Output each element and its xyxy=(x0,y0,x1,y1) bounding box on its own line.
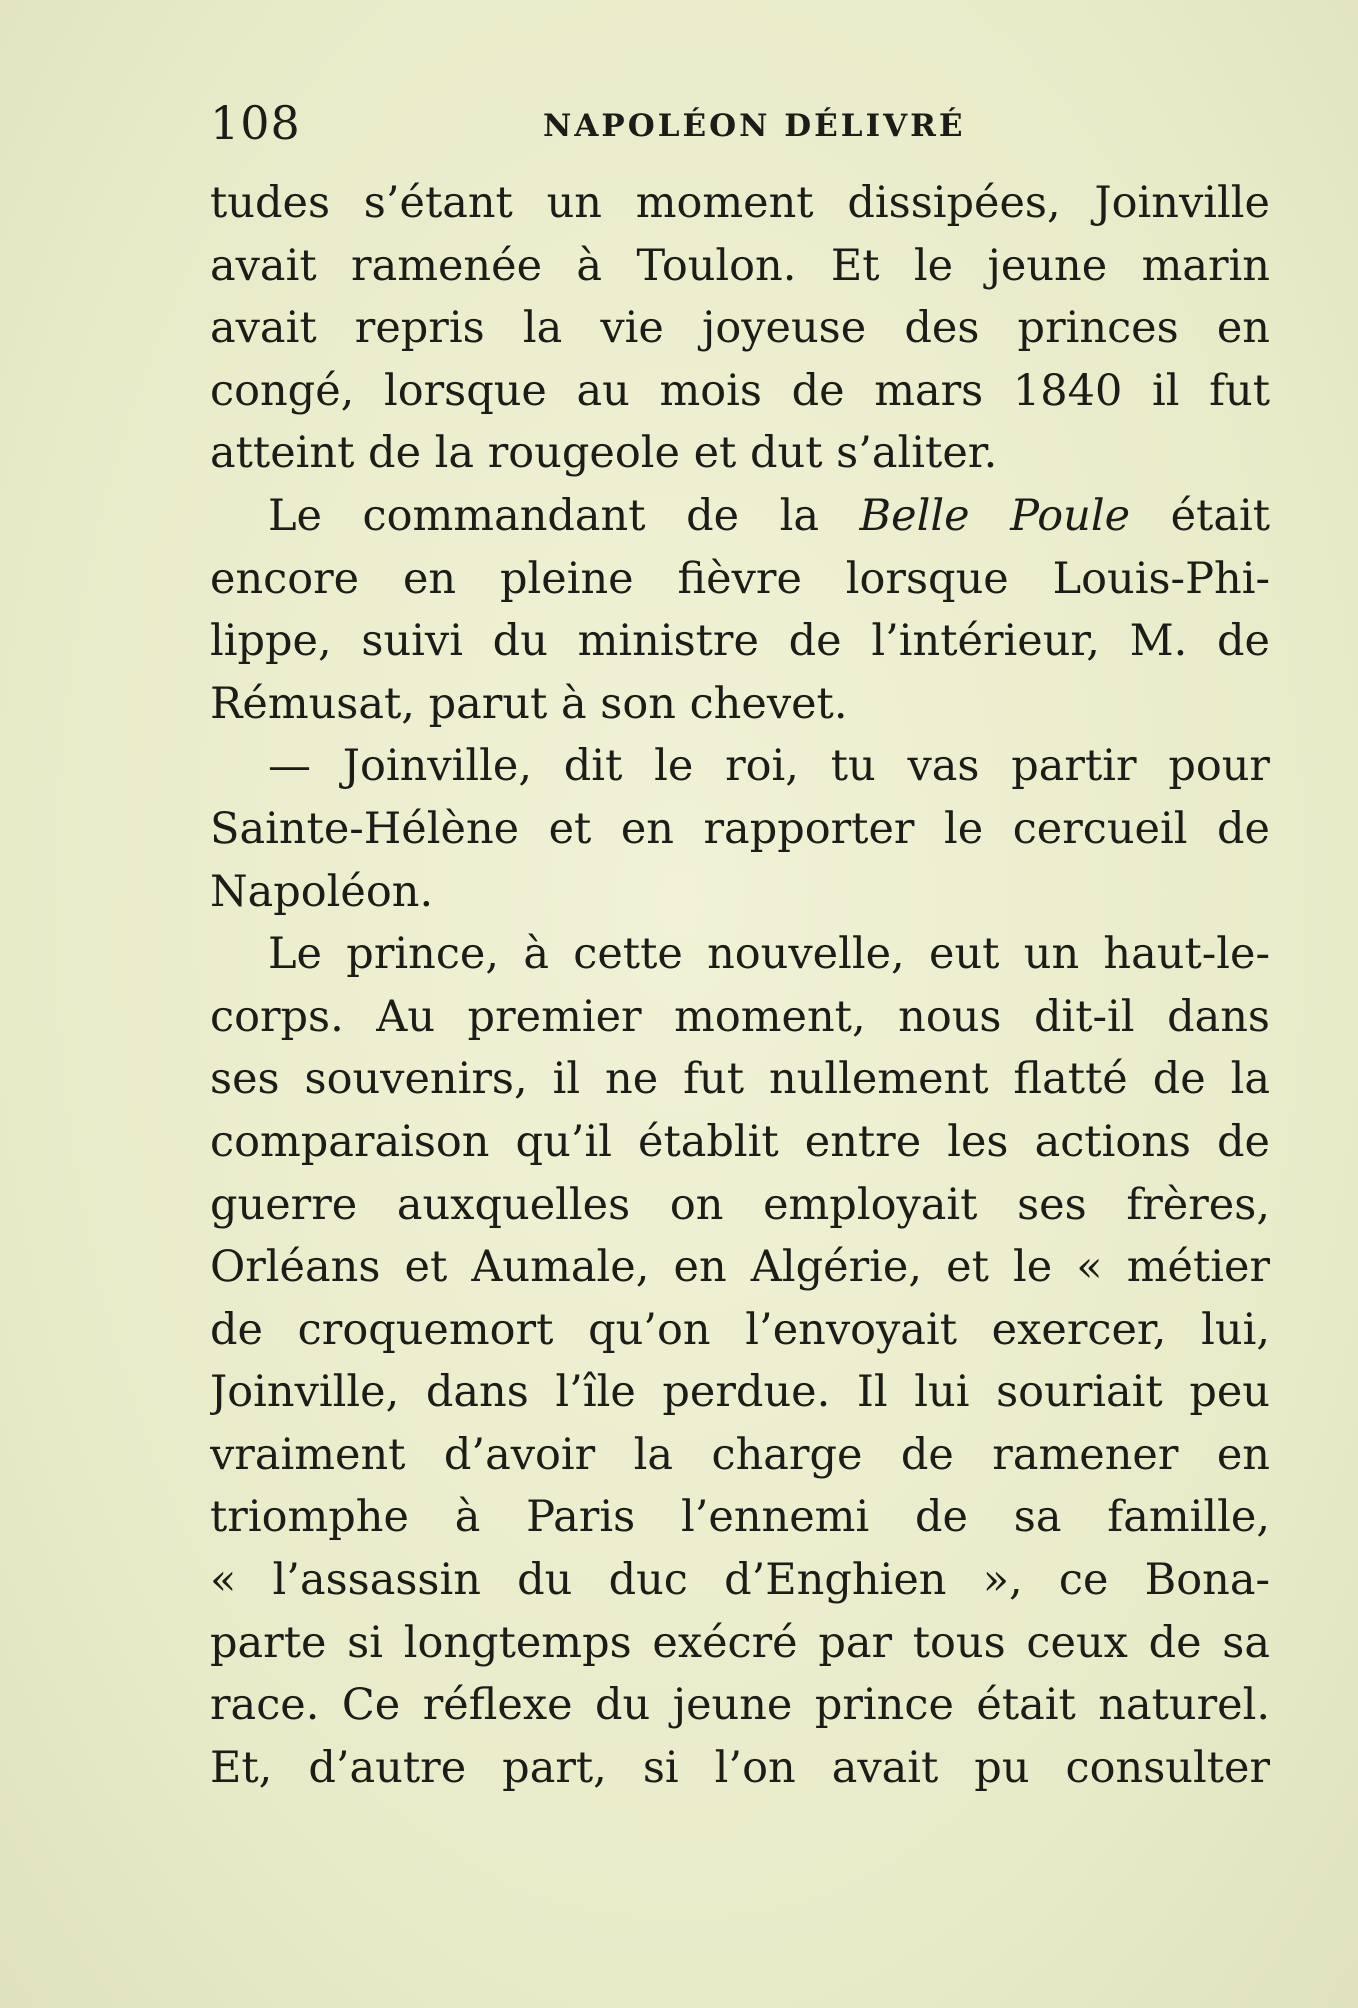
text-line: « l’assassin du duc d’Enghien », ce Bona- xyxy=(210,1555,1270,1606)
page-header xyxy=(210,96,1270,156)
text-line: Et, d’autre part, si l’on avait pu consulter xyxy=(210,1742,1270,1793)
text-line xyxy=(210,485,1270,548)
text-line: race. Ce réflexe du jeune prince était naturel. xyxy=(210,1680,1270,1731)
text-line: parte si longtemps exécré par tous ceux de sa xyxy=(210,1617,1270,1668)
text-line: Sainte-Hélène et en rapporter le cercueil de xyxy=(210,803,1270,854)
text-line: encore en pleine fièvre lorsque Louis-Phi- xyxy=(210,553,1270,604)
text-line: — Joinville, dit le roi, tu vas partir pour xyxy=(268,741,1270,792)
text-segment: était xyxy=(1130,490,1270,541)
text-line: Le prince, à cette nouvelle, eut un haut-le- xyxy=(268,929,1270,980)
text-line: avait ramenée à Toulon. Et le jeune marin xyxy=(210,240,1270,291)
text-line: lippe, suivi du ministre de l’intérieur, M. de xyxy=(210,616,1270,667)
text-line: vraiment d’avoir la charge de ramener en xyxy=(210,1429,1270,1480)
text-line: triomphe à Paris l’ennemi de sa famille, xyxy=(210,1492,1270,1543)
text-line: Orléans et Aumale, en Algérie, et le « métier xyxy=(210,1242,1270,1293)
text-line: corps. Au premier moment, nous dit-il dans xyxy=(210,991,1270,1042)
text-line: tudes s’étant un moment dissipées, Joinville xyxy=(210,178,1270,228)
text-line: Joinville, dans l’île perdue. Il lui souriait peu xyxy=(210,1367,1270,1418)
text-line: ses souvenirs, il ne fut nullement flatté de la xyxy=(210,1054,1270,1105)
text-line: de croquemort qu’on l’envoyait exercer, lui, xyxy=(210,1304,1270,1355)
text-line: Napoléon. xyxy=(210,866,434,917)
text-line: atteint de la rougeole et dut s’aliter. xyxy=(210,428,998,479)
page-number: 108 xyxy=(210,96,301,150)
text-line: Rémusat, parut à son chevet. xyxy=(210,678,848,729)
text-line: guerre auxquelles on employait ses frères, xyxy=(210,1179,1270,1230)
running-title: NAPOLÉON DÉLIVRÉ xyxy=(543,108,966,144)
body-text xyxy=(210,172,1270,1799)
ship-name: Belle Poule xyxy=(859,490,1131,541)
text-line: congé, lorsque au mois de mars 1840 il fut xyxy=(210,365,1270,416)
text-line: comparaison qu’il établit entre les actions de xyxy=(210,1116,1270,1167)
text-segment: Le commandant de la xyxy=(268,490,860,541)
text-line: avait repris la vie joyeuse des princes en xyxy=(210,303,1270,354)
